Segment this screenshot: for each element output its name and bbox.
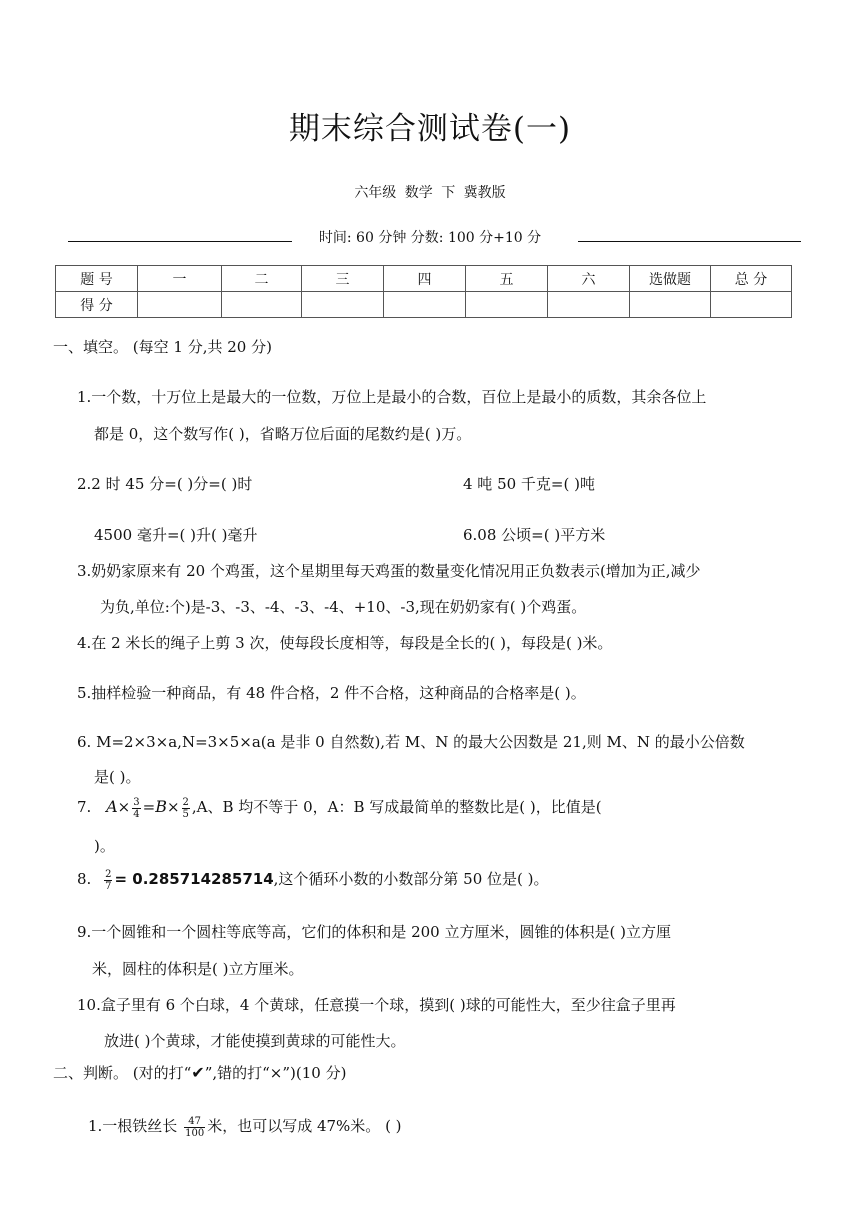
check-icon: ✔ — [191, 1063, 205, 1082]
question-9-line-1: 9.一个圆锥和一个圆柱等底等高，它们的体积和是 200 立方厘米，圆锥的体积是( )立方厘 — [77, 923, 671, 941]
question-7-line-1 — [77, 796, 602, 820]
exam-meta: 时间: 60 分钟 分数: 100 分+10 分 — [318, 230, 542, 246]
jq1-text: 1.一根铁丝长 — [88, 1117, 178, 1135]
q8-decimal: = 0.285714285714 — [114, 870, 274, 888]
question-10-line-2: 放进( )个黄球，才能使摸到黄球的可能性大。 — [104, 1032, 406, 1050]
question-3-line-2: 为负,单位:个)是-3、-3、-4、-3、-4、+10、-3,现在奶奶家有( )个鸡蛋。 — [100, 598, 587, 616]
header-cell: 六 — [548, 266, 630, 292]
question-9-line-2: 米，圆柱的体积是( )立方厘米。 — [92, 960, 304, 978]
fraction-denominator: 100 — [185, 1127, 205, 1139]
header-cell: 题 号 — [56, 266, 138, 292]
fraction-denominator: 5 — [182, 808, 189, 820]
fraction-denominator: 4 — [133, 808, 140, 820]
question-8 — [77, 868, 549, 892]
score-cell[interactable] — [222, 292, 302, 318]
divider-right — [578, 241, 801, 242]
header-cell: 四 — [384, 266, 466, 292]
header-cell: 总 分 — [711, 266, 792, 292]
q8-fraction — [104, 869, 112, 892]
section-2-title — [53, 1062, 346, 1083]
score-label: 得 分 — [56, 292, 138, 318]
score-cell[interactable] — [548, 292, 630, 318]
q7-var-a: A — [106, 797, 118, 816]
score-cell[interactable] — [630, 292, 711, 318]
q7-text: ,A、B 均不等于 0，A：B 写成最简单的整数比是( )，比值是( — [191, 798, 602, 816]
q7-fraction-1 — [132, 797, 140, 820]
q8-text: ,这个循环小数的小数部分第 50 位是( )。 — [273, 870, 549, 888]
section-1-title: 一、填空。 (每空 1 分,共 20 分) — [53, 338, 272, 356]
fraction-numerator: 47 — [184, 1116, 205, 1128]
q7-equals: = — [142, 798, 156, 816]
question-1-line-1: 1.一个数，十万位上是最大的一位数，万位上是最小的合数，百位上是最小的质数，其余各位上 — [77, 388, 707, 406]
question-4: 4.在 2 米长的绳子上剪 3 次，使每段长度相等，每段是全长的( )，每段是( )米。 — [77, 634, 613, 652]
question-1-line-2: 都是 0，这个数写作( )，省略万位后面的尾数约是( )万。 — [94, 425, 472, 443]
q8-number: 8. — [77, 870, 92, 888]
question-3-line-1: 3.奶奶家原来有 20 个鸡蛋，这个星期里每天鸡蛋的数量变化情况用正负数表示(增加为正,减少 — [77, 562, 701, 580]
question-2-part-c: 4500 毫升=( )升( )毫升 — [94, 526, 258, 544]
header-cell: 三 — [302, 266, 384, 292]
score-cell[interactable] — [711, 292, 792, 318]
fraction-numerator: 2 — [182, 796, 189, 808]
score-cell[interactable] — [384, 292, 466, 318]
score-header-row — [56, 266, 792, 292]
page-title: 期末综合测试卷(一) — [288, 111, 572, 147]
q7-fraction-2 — [182, 797, 190, 820]
q7-times: × — [117, 798, 131, 816]
q7-var-b: B — [155, 797, 167, 816]
score-cell[interactable] — [302, 292, 384, 318]
fraction-numerator: 2 — [105, 868, 112, 880]
header-cell: 选做题 — [630, 266, 711, 292]
score-row — [56, 292, 792, 318]
question-6-line-2: 是( )。 — [94, 768, 141, 786]
subtitle: 六年级 数学 下 冀教版 — [354, 185, 506, 201]
question-6-line-1: 6. M=2×3×a,N=3×5×a(a 是非 0 自然数),若 M、N 的最大公因数是 21,则 M、N 的最小公倍数 — [77, 733, 745, 751]
question-2-part-b: 4 吨 50 千克=( )吨 — [463, 475, 595, 493]
fraction-numerator: 3 — [133, 796, 140, 808]
fraction-denominator: 7 — [105, 880, 112, 892]
question-10-line-1: 10.盒子里有 6 个白球，4 个黄球，任意摸一个球，摸到( )球的可能性大，至少往盒子里再 — [77, 996, 676, 1014]
score-table — [55, 265, 792, 318]
section-2-title-text: 二、判断。 (对的打“ — [53, 1064, 192, 1082]
question-2-part-d: 6.08 公顷=( )平方米 — [463, 526, 606, 544]
question-2-part-a: 2.2 时 45 分=( )分=( )时 — [77, 475, 253, 493]
judge-question-1 — [88, 1115, 402, 1139]
question-7-line-2: )。 — [94, 837, 115, 855]
jq1-fraction — [184, 1116, 205, 1139]
score-cell[interactable] — [138, 292, 222, 318]
score-cell[interactable] — [466, 292, 548, 318]
jq1-text: 米，也可以写成 47%米。 ( ) — [207, 1117, 402, 1135]
question-5: 5.抽样检验一种商品，有 48 件合格，2 件不合格，这种商品的合格率是( )。 — [77, 684, 586, 702]
section-2-title-text: ”,错的打“×”)(10 分) — [204, 1064, 347, 1082]
q7-number: 7. — [77, 798, 92, 816]
header-cell: 一 — [138, 266, 222, 292]
q7-times: × — [166, 798, 180, 816]
header-cell: 二 — [222, 266, 302, 292]
header-cell: 五 — [466, 266, 548, 292]
